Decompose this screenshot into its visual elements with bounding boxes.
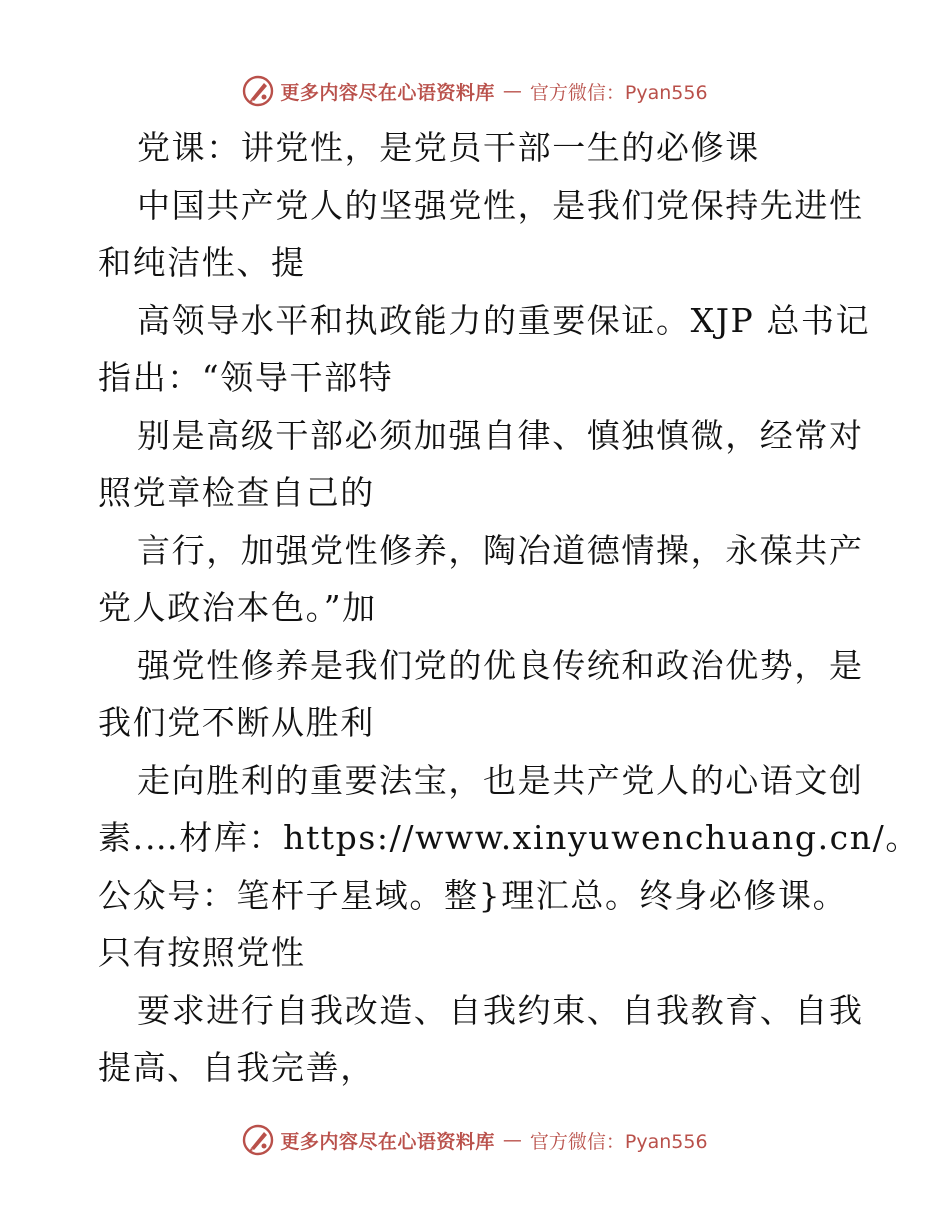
document-body — [98, 119, 920, 1097]
watermark-contact: 官方微信：Pyan556 — [529, 1130, 708, 1153]
paragraph-line: 指出：“领导干部特 — [98, 358, 394, 397]
paragraph-line: 要求进行自我改造、自我约束、自我教育、自我 — [137, 990, 864, 1030]
watermark-contact: 官方微信：Pyan556 — [529, 81, 708, 104]
paragraph-line: 我们党不断从胜利 — [98, 703, 375, 742]
paragraph-line: 提高、自我完善， — [98, 1048, 375, 1087]
quill-pen-logo-icon — [242, 75, 274, 107]
paragraph-line: 素.…材库：https://www.xinyuwenchuang.cn/。 — [98, 818, 920, 857]
paragraph-line: 和纯洁性、提 — [98, 243, 306, 282]
paragraph-line: 别是高级干部必须加强自律、慎独慎微，经常对 — [137, 415, 864, 455]
paragraph-line: 言行，加强党性修养，陶冶道德情操，永葆共产 — [137, 530, 864, 570]
paragraph-line: 党人政治本色。”加 — [98, 588, 377, 627]
document-title: 党课：讲党性，是党员干部一生的必修课 — [137, 128, 760, 167]
watermark-banner-bottom — [0, 1120, 950, 1160]
paragraph-line: 走向胜利的重要法宝，也是共产党人的心语文创 — [137, 760, 864, 800]
watermark-text: 更多内容尽在心语资料库 — [280, 1130, 495, 1153]
watermark-text: 更多内容尽在心语资料库 — [280, 81, 495, 104]
watermark-banner-top — [0, 71, 950, 111]
paragraph-line: 强党性修养是我们党的优良传统和政治优势，是 — [137, 645, 864, 685]
paragraph-line: 公众号：笔杆子星域。整}理汇总。终身必修课。 — [98, 875, 848, 915]
watermark-separator: — — [502, 1129, 522, 1151]
watermark-banner-content — [242, 75, 707, 107]
quill-pen-logo-icon — [242, 1124, 274, 1156]
paragraph-line: 只有按照党性 — [98, 933, 306, 972]
paragraph-line: 中国共产党人的坚强党性，是我们党保持先进性 — [137, 185, 864, 225]
paragraph-line: 高领导水平和执政能力的重要保证。XJP 总书记 — [137, 300, 871, 340]
watermark-separator: — — [502, 80, 522, 102]
watermark-banner-content — [242, 1124, 707, 1156]
paragraph-line: 照党章检查自己的 — [98, 473, 375, 512]
